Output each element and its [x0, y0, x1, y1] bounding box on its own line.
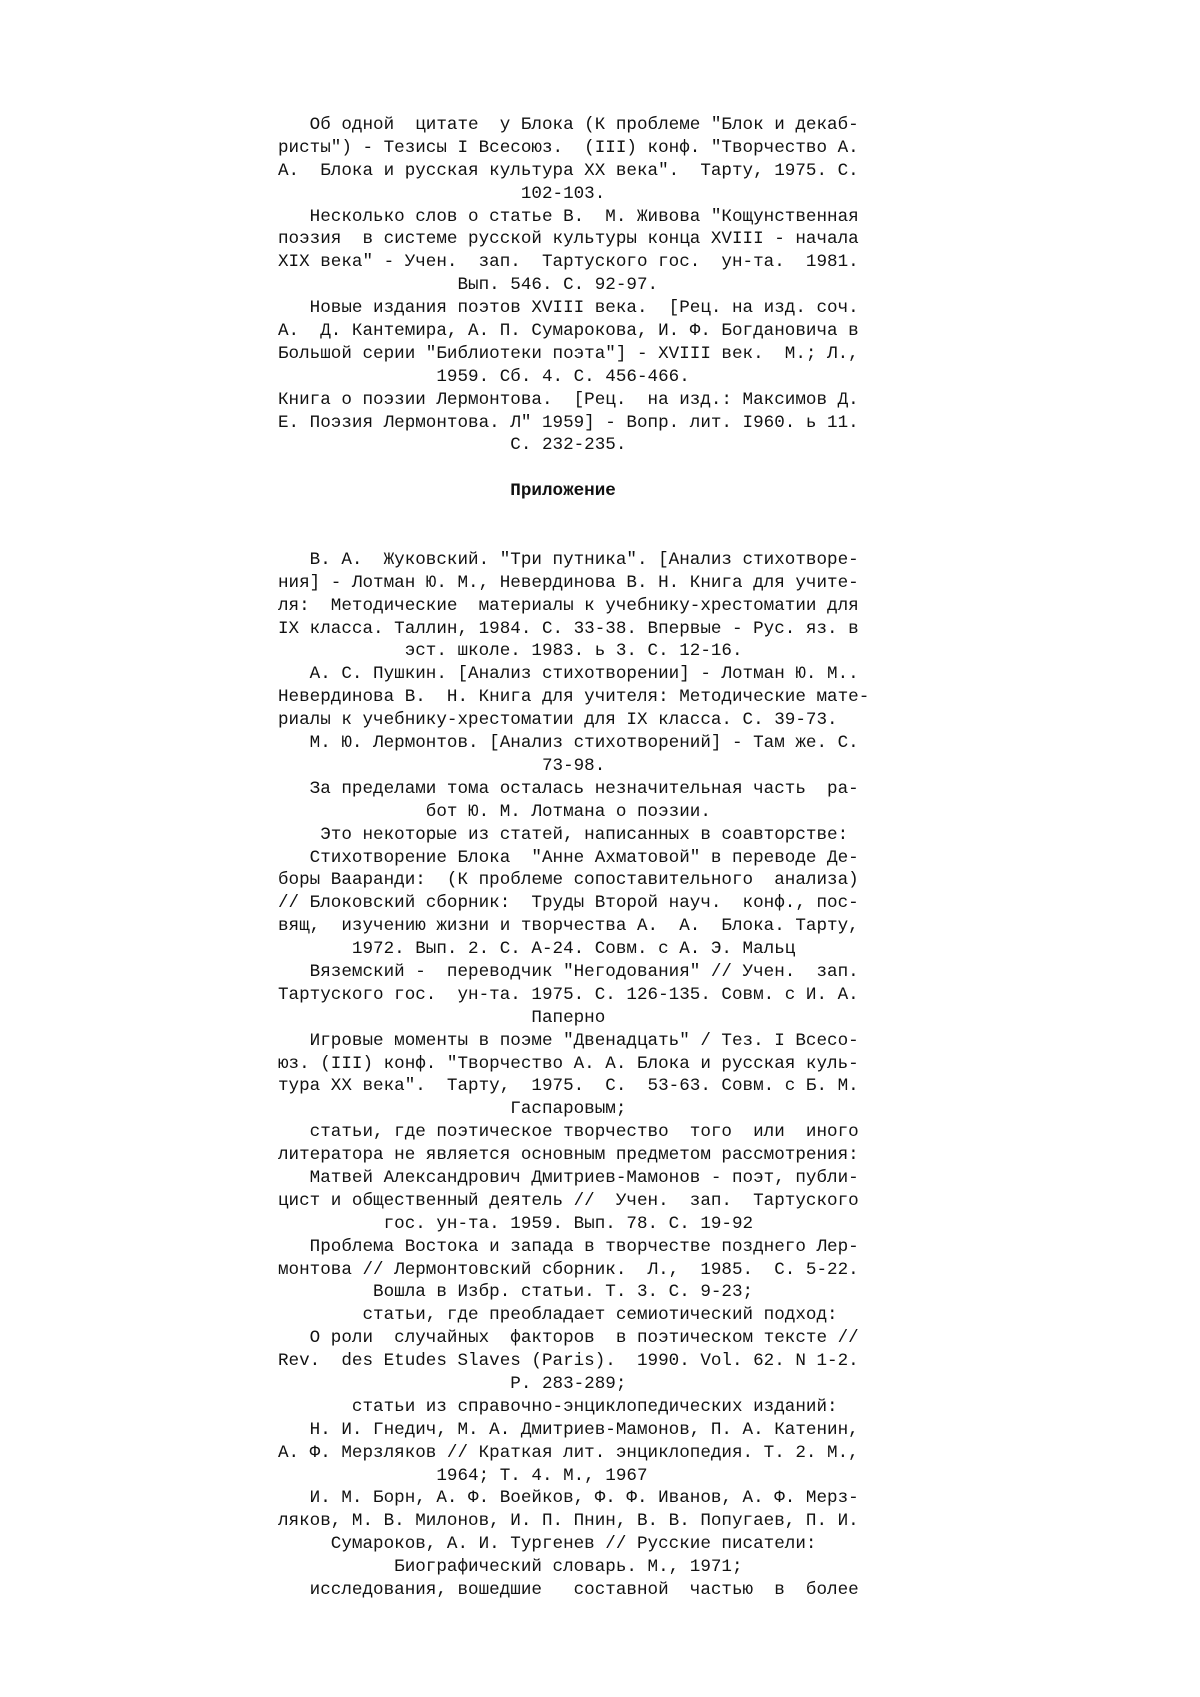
text-line: тура XX века". Тарту, 1975. С. 53-63. Совм. с Б. М.	[278, 1076, 859, 1097]
text-line: Rev. des Etudes Slaves (Paris). 1990. Vol. 62. N 1-2.	[278, 1351, 859, 1372]
text-line: Вып. 546. С. 92-97.	[278, 275, 659, 296]
text-line: ляков, М. В. Милонов, И. П. Пнин, В. В. Попугаев, П. И.	[278, 1511, 859, 1532]
text-line: Новые издания поэтов XVIII века. [Рец. на изд. соч.	[278, 298, 859, 319]
text-line: статьи из справочно-энциклопедических изданий:	[278, 1396, 838, 1417]
text-line: А. Д. Кантемира, А. П. Сумарокова, И. Ф. Богдановича в	[278, 321, 859, 342]
text-line: Паперно	[278, 1007, 606, 1028]
text-line: исследования, вошедшие составной частью в более	[278, 1580, 859, 1600]
text-line: Е. Поэзия Лермонтова. Л" 1959] - Вопр. лит. I960. ь 11.	[278, 412, 859, 433]
text-line: Проблема Востока и запада в творчестве позднего Лер-	[278, 1236, 859, 1257]
text-line: ля: Методические материалы к учебнику-хрестоматии для	[278, 595, 859, 616]
text-line: Сумароков, А. И. Тургенев // Русские писатели:	[278, 1534, 817, 1555]
text-line: поэзия в системе русской культуры конца XVIII - начала	[278, 229, 859, 250]
text-line: эст. школе. 1983. ь 3. С. 12-16.	[278, 641, 743, 662]
text-line: Биографический словарь. М., 1971;	[278, 1557, 743, 1578]
text-line: бот Ю. М. Лотмана о поэзии.	[278, 801, 711, 822]
text-line: Матвей Александрович Дмитриев-Мамонов - поэт, публи-	[278, 1167, 859, 1188]
text-line: В. А. Жуковский. "Три путника". [Анализ стихотворе-	[278, 549, 859, 570]
text-line: Гаспаровым;	[278, 1099, 627, 1120]
text-line: статьи, где преобладает семиотический подход:	[278, 1305, 838, 1326]
text-line: ния] - Лотман Ю. М., Невердинова В. Н. Книга для учите-	[278, 572, 859, 593]
text-line: риалы к учебнику-хрестоматии для IX класса. С. 39-73.	[278, 710, 838, 731]
text-line: Большой серии "Библиотеки поэта"] - XVIII век. М.; Л.,	[278, 343, 859, 364]
text-line: А. Ф. Мерзляков // Краткая лит. энциклопедия. Т. 2. М.,	[278, 1442, 859, 1463]
text-line: Книга о поэзии Лермонтова. [Рец. на изд.: Максимов Д.	[278, 389, 859, 410]
text-line: вящ, изучению жизни и творчества А. А. Блока. Тарту,	[278, 916, 859, 937]
text-line: С. 232-235.	[278, 435, 627, 456]
text-line: 1964; Т. 4. М., 1967	[278, 1465, 648, 1486]
text-line: Игровые моменты в поэме "Двенадцать" / Тез. I Всесо-	[278, 1030, 859, 1051]
text-line: // Блоковский сборник: Труды Второй науч. конф., пос-	[278, 893, 859, 914]
blank-line	[278, 503, 958, 526]
text-line: М. Ю. Лермонтов. [Анализ стихотворений] - Там же. С.	[278, 733, 859, 754]
text-line: литератора не является основным предметом рассмотрения:	[278, 1145, 859, 1166]
text-line: И. М. Борн, А. Ф. Воейков, Ф. Ф. Иванов, А. Ф. Мерз-	[278, 1488, 859, 1509]
text-line: боры Вааранди: (К проблеме сопоставительного анализа)	[278, 870, 859, 891]
document-page	[278, 114, 958, 1602]
text-line: Несколько слов о статье В. М. Живова "Кощунственная	[278, 206, 859, 227]
text-line: XIX века" - Учен. зап. Тартуского гос. ун-та. 1981.	[278, 252, 859, 273]
text-line: А. Блока и русская культура XX века". Тарту, 1975. С.	[278, 160, 859, 181]
text-line: Невердинова В. Н. Книга для учителя: Методические мате-	[278, 687, 870, 708]
text-line: юз. (III) конф. "Творчество А. А. Блока и русская куль-	[278, 1053, 859, 1074]
text-line: гос. ун-та. 1959. Вып. 78. С. 19-92	[278, 1213, 754, 1234]
text-line: P. 283-289;	[278, 1373, 627, 1394]
blank-line	[278, 526, 958, 549]
text-line: Тартуского гос. ун-та. 1975. С. 126-135. Совм. с И. А.	[278, 984, 859, 1005]
text-line: Стихотворение Блока "Анне Ахматовой" в переводе Де-	[278, 847, 859, 868]
text-line: 1959. Сб. 4. С. 456-466.	[278, 366, 690, 387]
text-line: статьи, где поэтическое творчество того или иного	[278, 1122, 859, 1143]
text-line: IX класса. Таллин, 1984. С. 33-38. Впервые - Рус. яз. в	[278, 618, 859, 639]
section-heading: Приложение	[278, 481, 616, 502]
text-line: ристы") - Тезисы I Всесоюз. (III) конф. "Творчество А.	[278, 137, 859, 158]
text-line: 102-103.	[278, 183, 606, 204]
text-line: 1972. Вып. 2. С. А-24. Совм. с А. Э. Мальц	[278, 939, 796, 960]
text-line: монтова // Лермонтовский сборник. Л., 1985. С. 5-22.	[278, 1259, 859, 1280]
text-line: А. С. Пушкин. [Анализ стихотворении] - Лотман Ю. М..	[278, 664, 859, 685]
text-line: Вошла в Избр. статьи. Т. 3. С. 9-23;	[278, 1282, 754, 1303]
text-line: Это некоторые из статей, написанных в соавторстве:	[278, 824, 849, 845]
text-line: цист и общественный деятель // Учен. зап. Тартуского	[278, 1190, 859, 1211]
text-line: За пределами тома осталась незначительная часть ра-	[278, 778, 859, 799]
text-line: 73-98.	[278, 755, 606, 776]
text-line: Н. И. Гнедич, М. А. Дмитриев-Мамонов, П. А. Катенин,	[278, 1419, 859, 1440]
blank-line	[278, 457, 958, 480]
text-line: Об одной цитате у Блока (К проблеме "Блок и декаб-	[278, 115, 859, 135]
text-line: О роли случайных факторов в поэтическом тексте //	[278, 1328, 859, 1349]
text-line: Вяземский - переводчик "Негодования" // Учен. зап.	[278, 961, 859, 982]
